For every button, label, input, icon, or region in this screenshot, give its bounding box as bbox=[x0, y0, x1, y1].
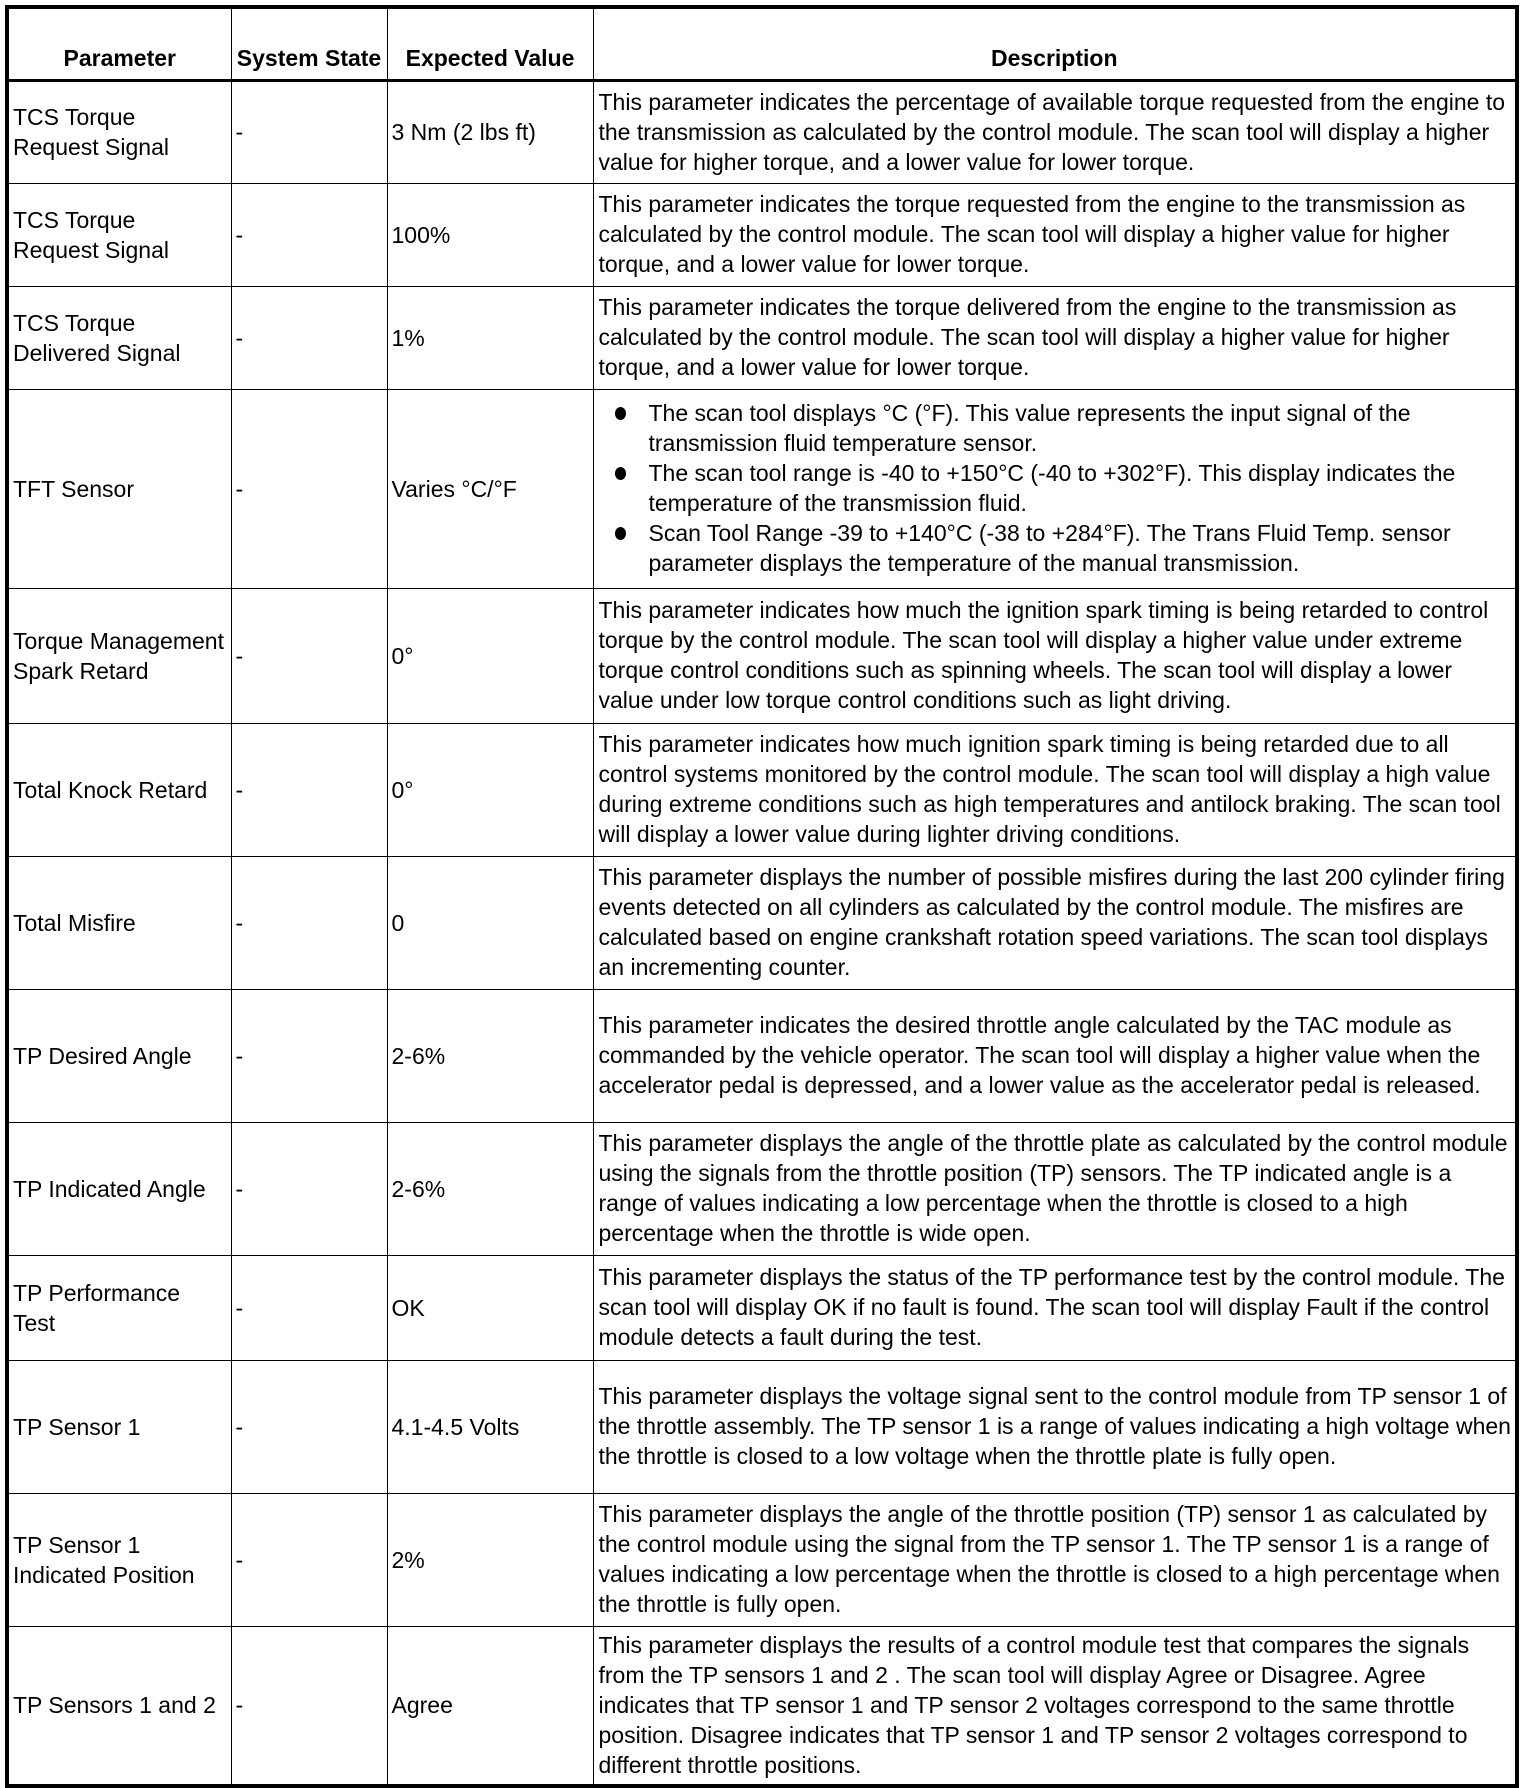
expected-value-cell: Agree bbox=[387, 1626, 593, 1786]
description-cell: This parameter displays the angle of the throttle plate as calculated by the control module using the signals from the throttle position (TP) sensors. The TP indicated angle is a range of values indicating a low percentage when the throttle is closed to a high percentage when the throttle is wide open. bbox=[593, 1122, 1517, 1255]
table-row bbox=[7, 183, 1517, 286]
description-bullet-item bbox=[599, 458, 1512, 518]
parameter-cell: TCS Torque Request Signal bbox=[7, 183, 231, 286]
description-cell: This parameter displays the number of possible misfires during the last 200 cylinder firing events detected on all cylinders as calculated by the control module. The misfires are calculated based on engine crankshaft rotation speed variations. The scan tool displays an incrementing counter. bbox=[593, 856, 1517, 989]
expected-value-cell: 3 Nm (2 lbs ft) bbox=[387, 80, 593, 183]
description-cell: This parameter indicates the desired throttle angle calculated by the TAC module as commanded by the vehicle operator. The scan tool will display a higher value when the accelerator pedal is depressed, and a lower value as the accelerator pedal is released. bbox=[593, 989, 1517, 1122]
bullet-text: The scan tool displays °C (°F). This value represents the input signal of the transmission fluid temperature sensor. bbox=[648, 400, 1411, 456]
parameter-cell: TP Sensor 1 bbox=[7, 1360, 231, 1493]
description-cell bbox=[593, 389, 1517, 588]
table-row bbox=[7, 1122, 1517, 1255]
parameter-cell: Torque Management Spark Retard bbox=[7, 588, 231, 723]
system-state-cell: - bbox=[231, 1255, 387, 1360]
table-row bbox=[7, 1626, 1517, 1786]
table-row bbox=[7, 389, 1517, 588]
system-state-cell: - bbox=[231, 1122, 387, 1255]
parameter-cell: TP Performance Test bbox=[7, 1255, 231, 1360]
expected-value-cell: 2-6% bbox=[387, 1122, 593, 1255]
system-state-cell: - bbox=[231, 588, 387, 723]
bullet-icon bbox=[615, 407, 626, 420]
description-cell: This parameter indicates how much ignition spark timing is being retarded due to all control systems monitored by the control module. The scan tool will display a high value during extreme conditions such as high temperatures and antilock braking. The scan tool will display a lower value during lighter driving conditions. bbox=[593, 723, 1517, 856]
expected-value-cell: 2% bbox=[387, 1493, 593, 1626]
parameter-cell: Total Knock Retard bbox=[7, 723, 231, 856]
expected-value-cell: 1% bbox=[387, 286, 593, 389]
parameter-cell: TP Desired Angle bbox=[7, 989, 231, 1122]
table-row bbox=[7, 723, 1517, 856]
parameter-cell: TFT Sensor bbox=[7, 389, 231, 588]
table-row bbox=[7, 1493, 1517, 1626]
description-cell: This parameter indicates the torque requested from the engine to the transmission as calculated by the control module. The scan tool will display a higher value for higher torque, and a lower value for lower torque. bbox=[593, 183, 1517, 286]
table-row bbox=[7, 856, 1517, 989]
description-cell: This parameter displays the voltage signal sent to the control module from TP sensor 1 of the throttle assembly. The TP sensor 1 is a range of values indicating a high voltage when the throttle is closed to a low voltage when the throttle plate is fully open. bbox=[593, 1360, 1517, 1493]
expected-value-cell: 4.1-4.5 Volts bbox=[387, 1360, 593, 1493]
table-row bbox=[7, 1360, 1517, 1493]
table-header-row bbox=[7, 7, 1517, 80]
table-body bbox=[7, 80, 1517, 1786]
system-state-cell: - bbox=[231, 183, 387, 286]
table-row bbox=[7, 588, 1517, 723]
description-cell: This parameter displays the status of the TP performance test by the control module. The scan tool will display OK if no fault is found. The scan tool will display Fault if the control module detects a fault during the test. bbox=[593, 1255, 1517, 1360]
table-row bbox=[7, 989, 1517, 1122]
bullet-icon bbox=[615, 467, 626, 480]
header-expected-value: Expected Value bbox=[387, 7, 593, 80]
system-state-cell: - bbox=[231, 723, 387, 856]
parameter-cell: TCS Torque Request Signal bbox=[7, 80, 231, 183]
parameter-cell: Total Misfire bbox=[7, 856, 231, 989]
header-parameter: Parameter bbox=[7, 7, 231, 80]
description-cell: This parameter indicates the percentage of available torque requested from the engine to the transmission as calculated by the control module. The scan tool will display a higher value for higher torque, and a lower value for lower torque. bbox=[593, 80, 1517, 183]
system-state-cell: - bbox=[231, 1360, 387, 1493]
parameter-cell: TP Sensors 1 and 2 bbox=[7, 1626, 231, 1786]
system-state-cell: - bbox=[231, 80, 387, 183]
system-state-cell: - bbox=[231, 286, 387, 389]
expected-value-cell: 100% bbox=[387, 183, 593, 286]
expected-value-cell: OK bbox=[387, 1255, 593, 1360]
description-bullet-item bbox=[599, 518, 1512, 578]
system-state-cell: - bbox=[231, 856, 387, 989]
description-bullet-list bbox=[599, 398, 1512, 578]
expected-value-cell: 0° bbox=[387, 588, 593, 723]
system-state-cell: - bbox=[231, 1626, 387, 1786]
system-state-cell: - bbox=[231, 389, 387, 588]
table-row bbox=[7, 80, 1517, 183]
parameter-cell: TP Indicated Angle bbox=[7, 1122, 231, 1255]
parameter-cell: TCS Torque Delivered Signal bbox=[7, 286, 231, 389]
expected-value-cell: 0° bbox=[387, 723, 593, 856]
header-system-state: System State bbox=[231, 7, 387, 80]
parameter-table bbox=[5, 5, 1519, 1788]
table-row bbox=[7, 286, 1517, 389]
system-state-cell: - bbox=[231, 989, 387, 1122]
bullet-icon bbox=[615, 527, 626, 540]
description-cell: This parameter indicates how much the ignition spark timing is being retarded to control torque by the control module. The scan tool will display a higher value under extreme torque control conditions such as spinning wheels. The scan tool will display a lower value under low torque control conditions such as light driving. bbox=[593, 588, 1517, 723]
description-bullet-item bbox=[599, 398, 1512, 458]
table-row bbox=[7, 1255, 1517, 1360]
bullet-text: Scan Tool Range -39 to +140°C (-38 to +284°F). The Trans Fluid Temp. sensor parameter displays the temperature of the manual transmission. bbox=[648, 520, 1451, 576]
bullet-text: The scan tool range is -40 to +150°C (-40 to +302°F). This display indicates the temperature of the transmission fluid. bbox=[648, 460, 1456, 516]
description-cell: This parameter displays the results of a control module test that compares the signals from the TP sensors 1 and 2 . The scan tool will display Agree or Disagree. Agree indicates that TP sensor 1 and TP sensor 2 voltages correspond to the same throttle position. Disagree indicates that TP sensor 1 and TP sensor 2 voltages correspond to different throttle positions. bbox=[593, 1626, 1517, 1786]
description-cell: This parameter displays the angle of the throttle position (TP) sensor 1 as calculated by the control module using the signal from the TP sensor 1. The TP sensor 1 is a range of values indicating a low percentage when the throttle is closed to a high percentage when the throttle is fully open. bbox=[593, 1493, 1517, 1626]
expected-value-cell: Varies °C/°F bbox=[387, 389, 593, 588]
system-state-cell: - bbox=[231, 1493, 387, 1626]
expected-value-cell: 0 bbox=[387, 856, 593, 989]
expected-value-cell: 2-6% bbox=[387, 989, 593, 1122]
description-cell: This parameter indicates the torque delivered from the engine to the transmission as calculated by the control module. The scan tool will display a higher value for higher torque, and a lower value for lower torque. bbox=[593, 286, 1517, 389]
parameter-cell: TP Sensor 1 Indicated Position bbox=[7, 1493, 231, 1626]
header-description: Description bbox=[593, 7, 1517, 80]
